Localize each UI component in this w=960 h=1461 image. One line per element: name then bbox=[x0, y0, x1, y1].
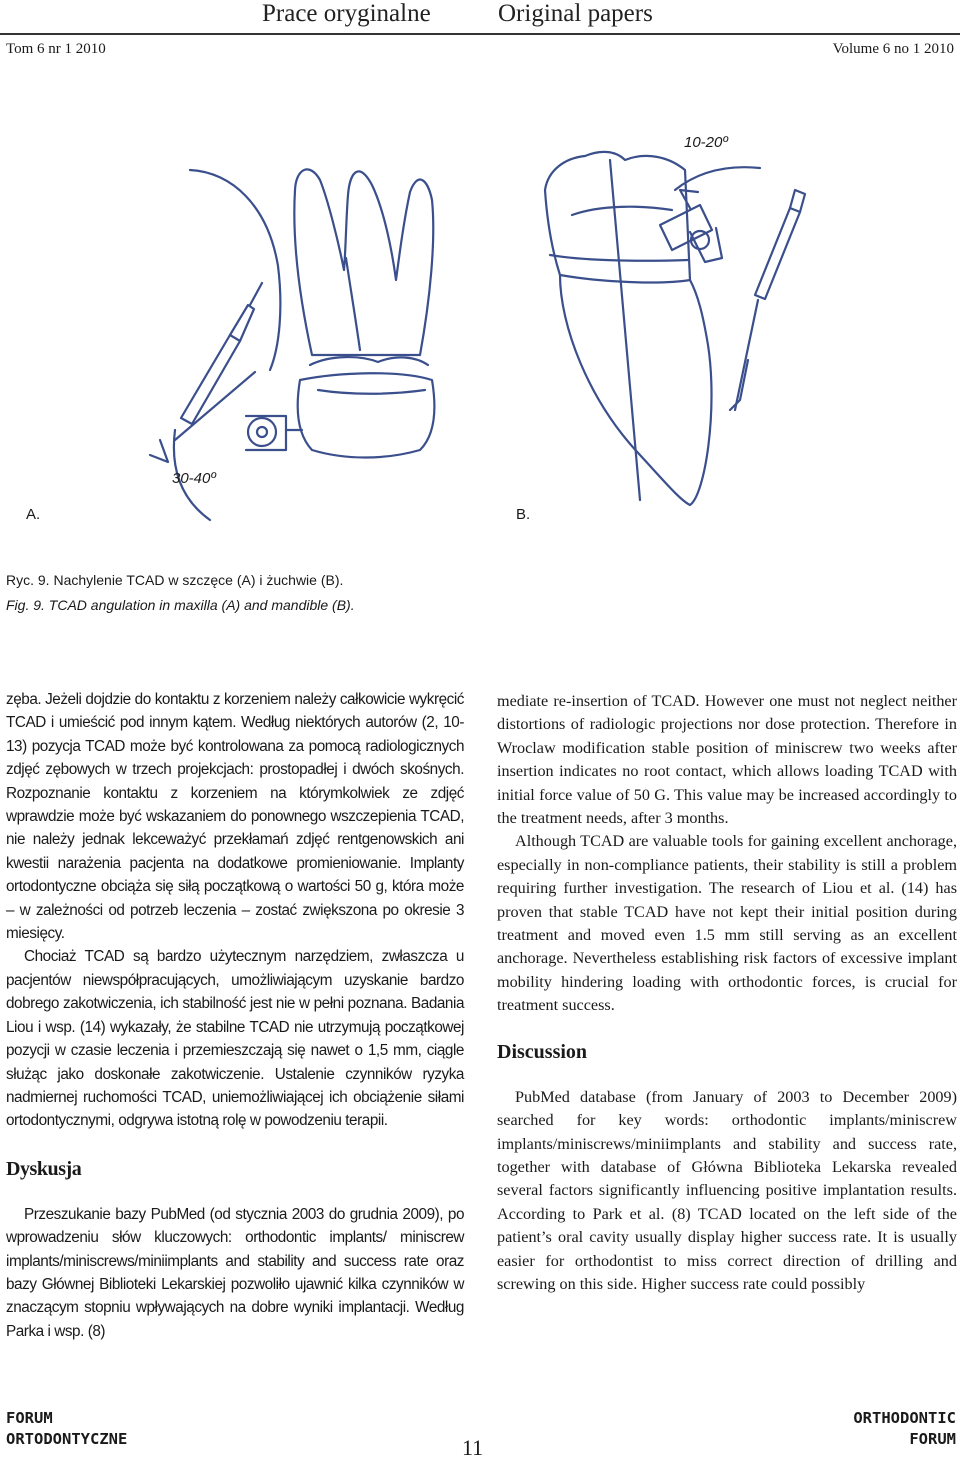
right-paragraph-1: mediate re-insertion of TCAD. However one must not neglect neither distortions of radiologic projections nor dose protection. Therefore in Wroclaw modification stable position of miniscrew two weeks after insertion indicates no root contact, which allows loading TCAD with initial force value of 50 G. This value may be increased accordingly to the treatment needs, after 3 months. bbox=[497, 692, 957, 828]
left-paragraph-1: zęba. Jeżeli dojdzie do kontaktu z korzeniem należy całkowicie wykręcić TCAD i umieścić pod innym kątem. Według niektórych autorów (2, 10-13) pozycja TCAD może być kontrolowana za pomocą radiologicznych zdjęć zębowych w trzech projekcjach: prostopadłej i dwóch skośnych. Rozpoznanie kontaktu z korzeniem na którymkolwiek ze zdjęć wprawdzie może być wskazaniem do ponownego wszczepienia TCAD, nie należy jednak lekceważyć przekłamań zdjęć rentgenowskich ani kwestii narażenia pacjenta na dodatkowe promieniowanie. Implanty ortodontyczne obciąża się siłą początkową o wartości 50 g, która może – w zależności od potrzeb leczenia – zostać zwiększona po okresie 3 miesięcy. bbox=[6, 691, 464, 943]
angle-label-a: 30-40º bbox=[172, 470, 216, 487]
footer-right-line-2: FORUM bbox=[909, 1430, 956, 1448]
maxillary-tooth-drawing bbox=[150, 169, 434, 520]
right-column bbox=[497, 690, 957, 1296]
page-number: 11 bbox=[462, 1435, 484, 1460]
volume-right: Volume 6 no 1 2010 bbox=[832, 41, 954, 57]
footer-left-line-1: FORUM bbox=[6, 1409, 53, 1427]
footer-journal-pl bbox=[6, 1408, 127, 1450]
figure-caption-pl: Ryc. 9. Nachylenie TCAD w szczęce (A) i żuchwie (B). bbox=[6, 572, 344, 588]
tcad-angulation-drawing bbox=[0, 110, 960, 540]
figure-caption-en: Fig. 9. TCAD angulation in maxilla (A) and mandible (B). bbox=[6, 597, 355, 613]
header-rule bbox=[0, 33, 960, 35]
header-title-en: Original papers bbox=[498, 0, 653, 27]
header-title-pl: Prace oryginalne bbox=[262, 0, 431, 27]
header-title bbox=[262, 0, 653, 28]
right-paragraph-2: Although TCAD are valuable tools for gaining excellent anchorage, especially in non-compliance patients, their stability is still a problem requiring further investigation. The research of Liou et al. (14) has proven that stable TCAD have not kept their initial position during treatment and moved even 1.5 mm still serving as an excellent anchorage. Nevertheless establishing risk factors of excessive implant mobility hindering loading with orthodontic forces, is crucial for treatment success. bbox=[497, 832, 957, 1015]
left-column bbox=[6, 688, 464, 1343]
section-heading-en: Discussion bbox=[497, 1040, 588, 1063]
footer-journal-en bbox=[853, 1408, 956, 1450]
figure-9 bbox=[0, 110, 960, 540]
volume-left: Tom 6 nr 1 2010 bbox=[6, 41, 106, 57]
left-paragraph-2: Chociaż TCAD są bardzo użytecznym narzędziem, zwłaszcza u pacjentów niewspółpracujących, umożliwiającym uzyskanie bardzo dobrego zakotwiczenia, ich stabilność jest nie w pełni poznana. Badania Liou i wsp. (14) wykazały, że stabilne TCAD nie utrzymują początkowej pozycji w czasie leczenia i przemieszczają się nawet o 1,5 mm, ciągle służąc jako doskonałe zakotwiczenie. Ustalenie czynników ryzyka nadmiernej ruchomości TCAD, uniemożliwiającej ich obciążenie siłami ortodontycznymi, odgrywa istotną rolę w powodzeniu terapii. bbox=[6, 948, 464, 1130]
footer-right-line-1: ORTHODONTIC bbox=[853, 1409, 956, 1427]
panel-label-b: B. bbox=[516, 506, 531, 523]
section-heading-pl: Dyskusja bbox=[6, 1157, 82, 1180]
left-paragraph-3: Przeszukanie bazy PubMed (od stycznia 2003 do grudnia 2009), po wprowadzeniu słów kluczowych: orthodontic implants/ miniscrew implants/miniscrews/miniimplants and stability and success rate oraz bazy Głównej Biblioteki Lekarskiej pozwoliło ujawnić kilka czynników w znaczącym stopniu wpływających na dobre wyniki implantacji. Według Parka i wsp. (8) bbox=[6, 1205, 464, 1340]
panel-label-a: A. bbox=[26, 506, 41, 523]
right-paragraph-3: PubMed database (from January of 2003 to December 2009) searched for key words: orthodontic implants/miniscrew implants/miniscrews/miniimplants and stability and success rate, together with database of Główna Biblioteka Lekarska revealed several factors significantly influencing positive implantation results. According to Park et al. (8) TCAD located on the left side of the patient’s oral cavity usually display higher success rate. It is usually easier for orthodontist to miss correct direction of drilling and screwing on this side. Higher success rate could possibly bbox=[497, 1087, 957, 1293]
footer-left-line-2: ORTODONTYCZNE bbox=[6, 1430, 128, 1448]
angle-label-b: 10-20º bbox=[684, 134, 728, 151]
mandibular-tooth-drawing bbox=[545, 152, 805, 505]
